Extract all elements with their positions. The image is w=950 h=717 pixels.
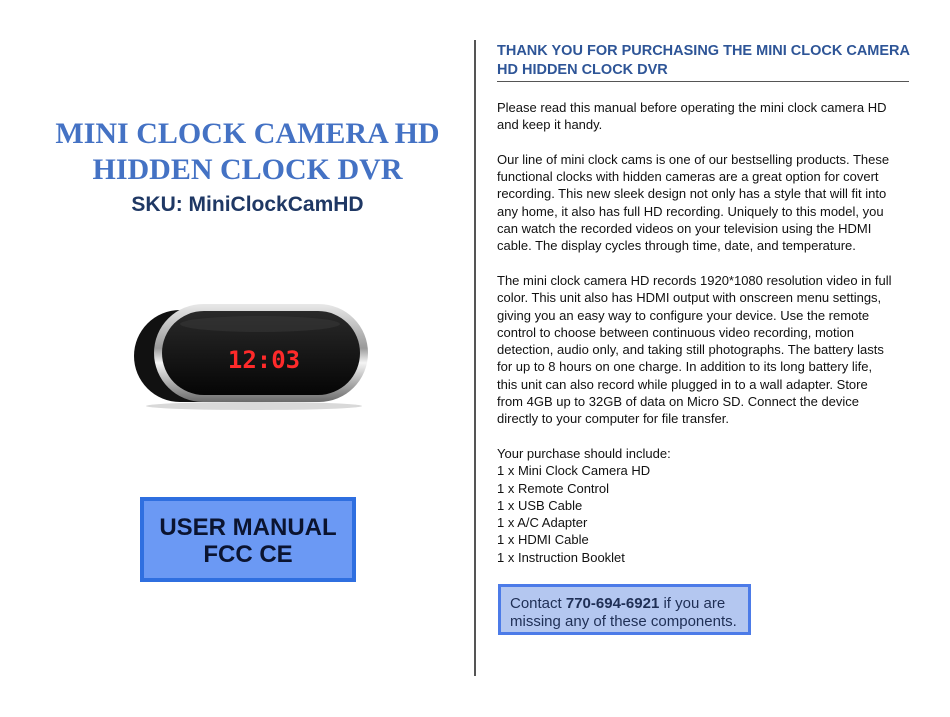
contact-phone: 770-694-6921 (565, 595, 660, 612)
list-item: 1 x Mini Clock Camera HD (497, 463, 651, 479)
p3-line: this unit can also record while plugged in to a wall adapter. Store (497, 376, 868, 392)
heading-line-1: THANK YOU FOR PURCHASING THE MINI CLOCK CAMERA (497, 43, 910, 59)
p2-line: any home, it also has full HD recording. Uniquely to this model, you (497, 203, 884, 219)
p3-line: giving you an easy way to configure your device. Use the remote (497, 307, 870, 323)
intro-heading (497, 42, 909, 80)
title-line-1: MINI CLOCK CAMERA HD (55, 117, 440, 150)
heading-line-2: HD HIDDEN CLOCK DVR (497, 62, 668, 78)
list-item: 1 x A/C Adapter (497, 515, 588, 531)
p3-line: color. This unit also has HDMI output with onscreen menu settings, (497, 290, 882, 306)
contact-pre: Contact (510, 595, 566, 612)
page-divider (474, 40, 476, 676)
manual-line-2: FCC CE (203, 541, 293, 568)
product-title (20, 116, 475, 188)
p1-line: Please read this manual before operating the mini clock camera HD (497, 100, 887, 115)
contact-line-1 (510, 595, 748, 613)
intro-body (497, 99, 909, 566)
p3-line: from 4GB up to 32GB of data on Micro SD. Connect the device (497, 394, 860, 410)
user-manual-badge (140, 497, 356, 582)
p2-line: cable. The display cycles through time, date, and temperature. (497, 238, 856, 254)
includes-label: Your purchase should include: (497, 445, 671, 461)
heading-underline (497, 81, 909, 82)
list-item: 1 x Remote Control (497, 480, 609, 496)
contact-line-2: missing any of these components. (510, 613, 737, 630)
p2-line: Our line of mini clock cams is one of our bestselling products. These (497, 151, 890, 167)
p1-line: and keep it handy. (497, 117, 603, 133)
clock-digits: 12:03 (227, 346, 301, 374)
p3-line: for up to 8 hours on one charge. In addition to its long battery life, (497, 359, 873, 375)
paragraph-1 (497, 99, 909, 134)
clock-camera-photo (132, 302, 372, 412)
p3-line: The mini clock camera HD records 1920*1080 resolution video in full (497, 272, 892, 288)
list-item: 1 x Instruction Booklet (497, 549, 625, 565)
contact-post: if you are (659, 595, 726, 612)
p2-line: functional clocks with hidden cameras are a great option for covert (497, 169, 879, 185)
contact-callout (498, 584, 751, 635)
p2-line: can watch the recorded videos on your television using the HDMI (497, 221, 872, 237)
package-contents (497, 445, 909, 566)
paragraph-2 (497, 151, 909, 255)
p3-line: control to choose between continuous video recording, motion (497, 324, 854, 340)
list-item: 1 x HDMI Cable (497, 532, 589, 548)
manual-line-1: USER MANUAL (159, 514, 337, 541)
paragraph-3 (497, 272, 909, 428)
list-item: 1 x USB Cable (497, 497, 583, 513)
p2-line: recording. This new sleek design not only has a style that will fit into (497, 186, 887, 202)
title-line-2: HIDDEN CLOCK DVR (92, 153, 403, 186)
p3-line: detection, audio only, and taking still photographs. The battery lasts (497, 342, 884, 358)
p3-line: directly to your computer for file transfer. (497, 411, 729, 427)
sku-label: SKU: MiniClockCamHD (131, 193, 364, 216)
